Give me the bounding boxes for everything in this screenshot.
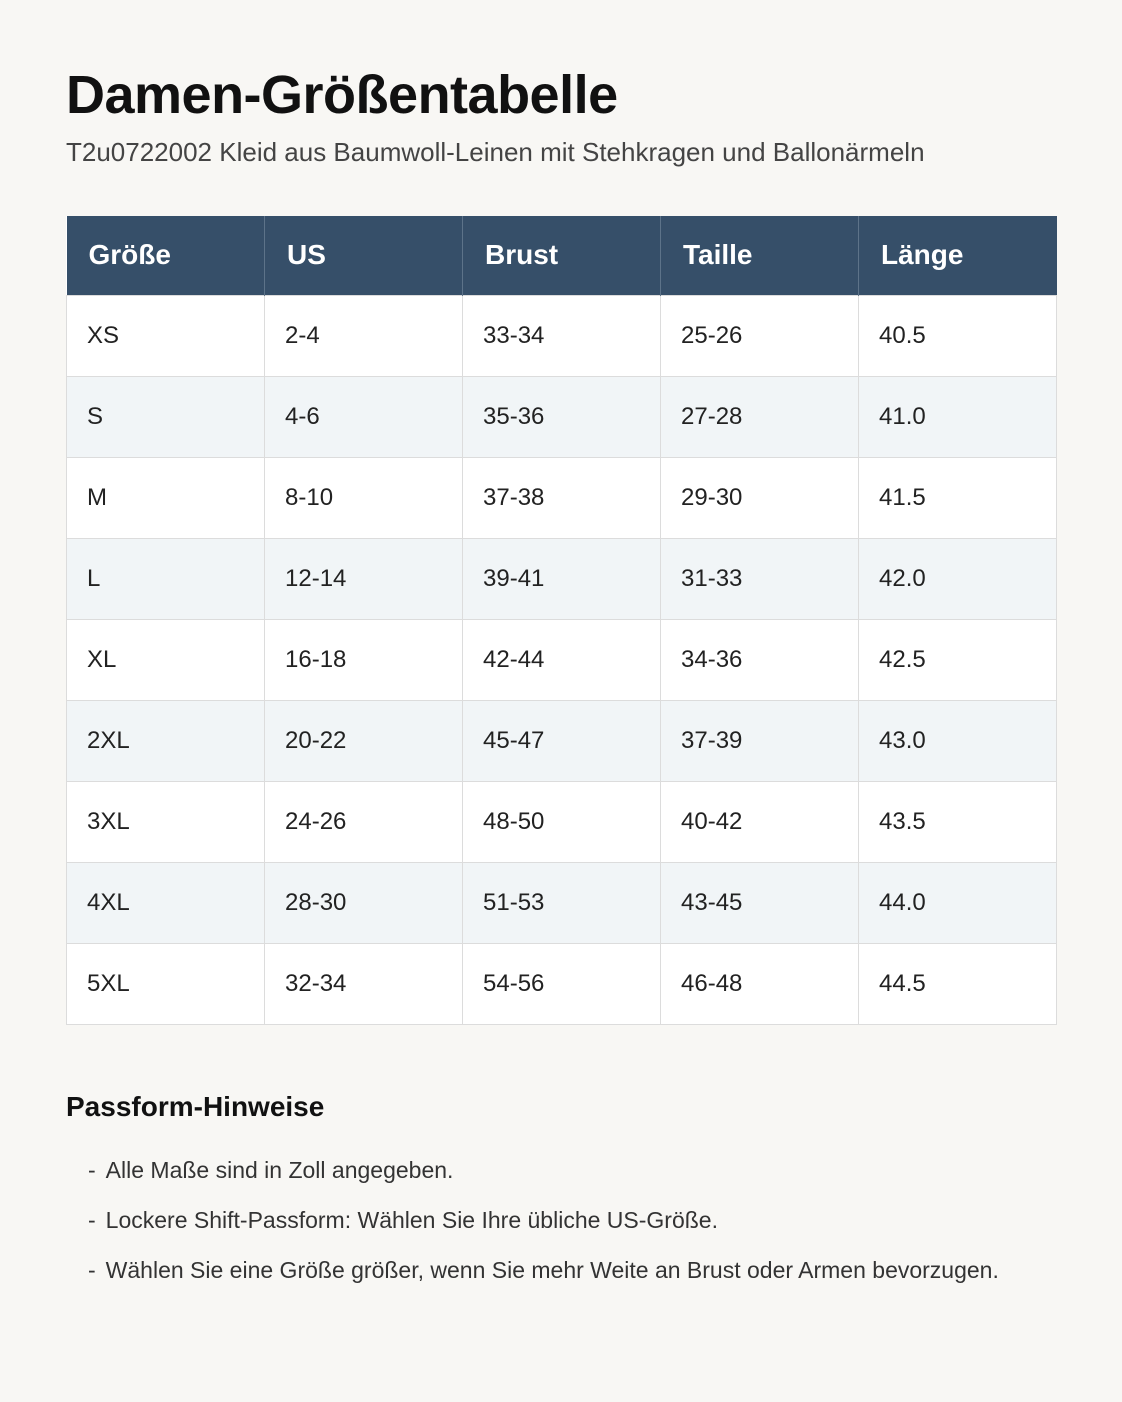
cell-length: 41.0 bbox=[859, 376, 1057, 457]
cell-us: 2-4 bbox=[265, 295, 463, 376]
cell-size: 3XL bbox=[67, 781, 265, 862]
cell-bust: 35-36 bbox=[463, 376, 661, 457]
cell-us: 20-22 bbox=[265, 700, 463, 781]
table-row bbox=[67, 376, 1057, 457]
table-row bbox=[67, 538, 1057, 619]
column-header-size: Größe bbox=[67, 216, 265, 295]
cell-length: 42.0 bbox=[859, 538, 1057, 619]
size-table bbox=[66, 216, 1057, 1025]
cell-waist: 29-30 bbox=[661, 457, 859, 538]
bullet-dash: - bbox=[88, 1156, 96, 1183]
column-header-waist: Taille bbox=[661, 216, 859, 295]
cell-size: XL bbox=[67, 619, 265, 700]
cell-us: 32-34 bbox=[265, 943, 463, 1024]
cell-us: 4-6 bbox=[265, 376, 463, 457]
cell-bust: 37-38 bbox=[463, 457, 661, 538]
cell-us: 16-18 bbox=[265, 619, 463, 700]
cell-size: L bbox=[67, 538, 265, 619]
cell-size: 5XL bbox=[67, 943, 265, 1024]
cell-size: 4XL bbox=[67, 862, 265, 943]
cell-size: M bbox=[67, 457, 265, 538]
cell-bust: 42-44 bbox=[463, 619, 661, 700]
list-item bbox=[88, 1245, 1056, 1295]
cell-length: 40.5 bbox=[859, 295, 1057, 376]
cell-waist: 34-36 bbox=[661, 619, 859, 700]
note-text: Alle Maße sind in Zoll angegeben. bbox=[105, 1156, 454, 1183]
note-text: Wählen Sie eine Größe größer, wenn Sie mehr Weite an Brust oder Armen bevorzugen. bbox=[105, 1256, 999, 1283]
cell-length: 43.5 bbox=[859, 781, 1057, 862]
table-row bbox=[67, 619, 1057, 700]
cell-size: 2XL bbox=[67, 700, 265, 781]
table-header-row bbox=[67, 216, 1057, 295]
size-chart-page bbox=[66, 64, 1056, 1295]
cell-waist: 25-26 bbox=[661, 295, 859, 376]
table-row bbox=[67, 862, 1057, 943]
cell-bust: 39-41 bbox=[463, 538, 661, 619]
cell-bust: 45-47 bbox=[463, 700, 661, 781]
table-row bbox=[67, 457, 1057, 538]
table-row bbox=[67, 700, 1057, 781]
list-item bbox=[88, 1195, 1056, 1245]
fit-notes-list bbox=[66, 1145, 1056, 1295]
cell-bust: 48-50 bbox=[463, 781, 661, 862]
cell-waist: 31-33 bbox=[661, 538, 859, 619]
bullet-dash: - bbox=[88, 1206, 96, 1233]
note-text: Lockere Shift-Passform: Wählen Sie Ihre übliche US-Größe. bbox=[105, 1206, 718, 1233]
cell-bust: 51-53 bbox=[463, 862, 661, 943]
cell-waist: 37-39 bbox=[661, 700, 859, 781]
product-subtitle: T2u0722002 Kleid aus Baumwoll-Leinen mit Stehkragen und Ballonärmeln bbox=[66, 137, 925, 167]
cell-waist: 27-28 bbox=[661, 376, 859, 457]
cell-length: 43.0 bbox=[859, 700, 1057, 781]
cell-us: 24-26 bbox=[265, 781, 463, 862]
cell-size: XS bbox=[67, 295, 265, 376]
cell-bust: 54-56 bbox=[463, 943, 661, 1024]
cell-waist: 43-45 bbox=[661, 862, 859, 943]
page-title: Damen-Größentabelle bbox=[66, 65, 618, 125]
fit-notes-heading: Passform-Hinweise bbox=[66, 1090, 325, 1122]
cell-us: 8-10 bbox=[265, 457, 463, 538]
cell-us: 28-30 bbox=[265, 862, 463, 943]
cell-size: S bbox=[67, 376, 265, 457]
column-header-length: Länge bbox=[859, 216, 1057, 295]
table-row bbox=[67, 943, 1057, 1024]
column-header-bust: Brust bbox=[463, 216, 661, 295]
cell-length: 41.5 bbox=[859, 457, 1057, 538]
cell-us: 12-14 bbox=[265, 538, 463, 619]
cell-length: 42.5 bbox=[859, 619, 1057, 700]
bullet-dash: - bbox=[88, 1256, 96, 1283]
cell-waist: 40-42 bbox=[661, 781, 859, 862]
table-row bbox=[67, 781, 1057, 862]
cell-length: 44.0 bbox=[859, 862, 1057, 943]
table-row bbox=[67, 295, 1057, 376]
list-item bbox=[88, 1145, 1056, 1195]
cell-waist: 46-48 bbox=[661, 943, 859, 1024]
cell-bust: 33-34 bbox=[463, 295, 661, 376]
cell-length: 44.5 bbox=[859, 943, 1057, 1024]
column-header-us: US bbox=[265, 216, 463, 295]
